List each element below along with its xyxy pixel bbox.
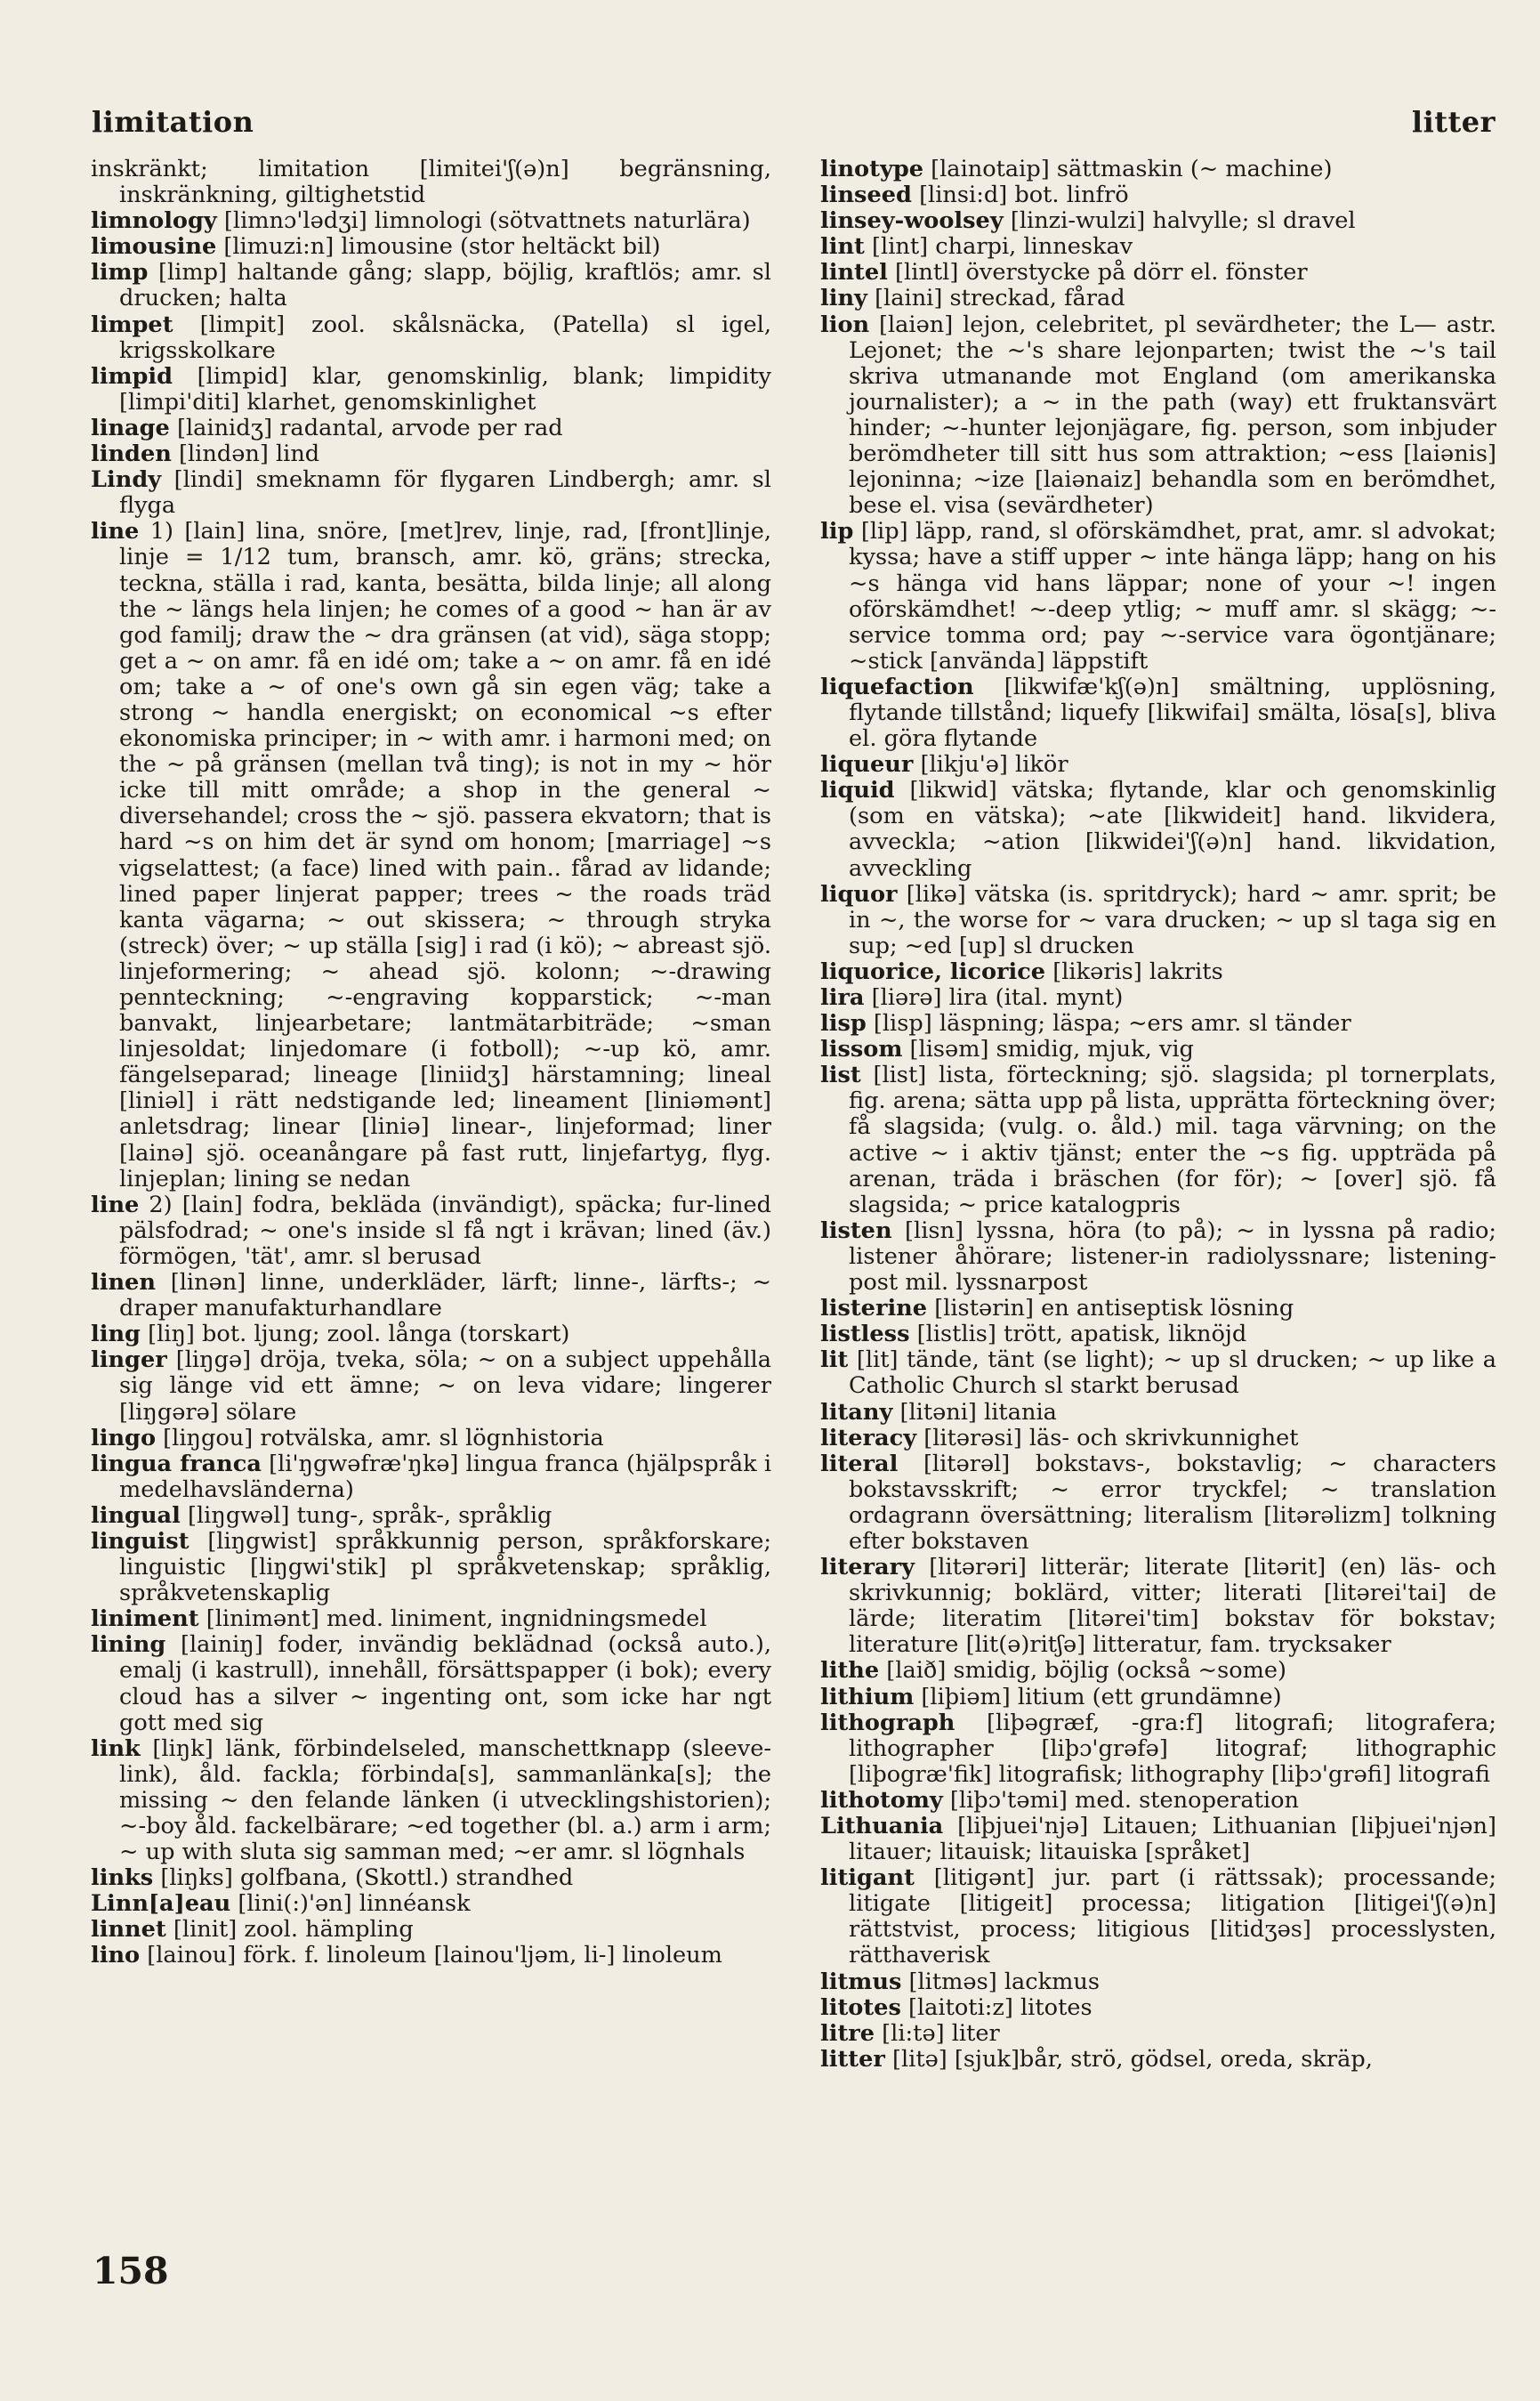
- dictionary-entry: [820, 778, 1496, 881]
- entry-headword: literal: [820, 1450, 899, 1477]
- dictionary-entry: [820, 519, 1496, 675]
- entry-headword: linden: [91, 441, 172, 468]
- entry-definition: [liŋks] golfbana, (Skottl.) strandhed: [153, 1864, 574, 1892]
- entry-headword: Lithuania: [820, 1813, 944, 1839]
- entry-definition: [litə] [sjuk]bår, strö, gödsel, oreda, skräp,: [884, 2045, 1373, 2073]
- dictionary-entry: [820, 1218, 1496, 1296]
- dictionary-entry: [91, 260, 771, 311]
- entry-headword: lint: [820, 233, 865, 261]
- entry-headword: lithograph: [820, 1709, 955, 1736]
- entry-headword: lion: [820, 311, 870, 338]
- dictionary-entry: [820, 959, 1496, 985]
- entry-definition: [liþiəm] litium (ett grundämne): [914, 1683, 1282, 1710]
- entry-definition: [likju'ə] likör: [913, 751, 1068, 779]
- entry-definition: [limpid] klar, genomskinlig, blank; limpidity [limpi'diti] klarhet, genomskinlighet: [119, 362, 771, 416]
- dictionary-entry: [91, 1529, 771, 1606]
- dictionary-entry: [91, 157, 771, 208]
- entry-headword: literacy: [820, 1424, 917, 1451]
- dictionary-entry: [91, 1632, 771, 1735]
- entry-headword: link: [91, 1734, 141, 1762]
- entry-headword: linnet: [91, 1916, 166, 1944]
- entry-definition: [linzi-wulzi] halvylle; sl dravel: [1003, 207, 1356, 235]
- entry-definition: [limnɔ'lədʒi] limnologi (sötvattnets naturlära): [216, 207, 751, 235]
- entry-headword: lining: [91, 1631, 166, 1659]
- entry-headword: line: [91, 518, 140, 546]
- entry-headword: lingo: [91, 1424, 157, 1451]
- entry-definition: [lindi] smeknamn för flygaren Lindbergh; amr. sl flyga: [119, 466, 771, 520]
- dictionary-entry: [91, 467, 771, 519]
- entry-definition: [lisn] lyssna, höra (to på); ~ in lyssna på radio; listener åhörare; listener-in radiolyssnare; listening-post mil. lyssnarpost: [849, 1217, 1496, 1297]
- dictionary-entry: [820, 1347, 1496, 1399]
- entry-headword: litre: [820, 2019, 875, 2047]
- dictionary-entry: [820, 157, 1496, 182]
- dictionary-entry: [820, 1788, 1496, 1814]
- entry-headword: lit: [820, 1346, 849, 1374]
- entry-headword: list: [820, 1062, 861, 1089]
- entry-definition: [liŋgwəl] tung-, språk-, språklig: [180, 1501, 552, 1529]
- entry-headword: linsey-woolsey: [820, 207, 1004, 235]
- entry-headword: lisp: [820, 1010, 867, 1038]
- entry-definition: [li:tə] liter: [875, 2019, 1000, 2047]
- dictionary-entry: [91, 1891, 771, 1917]
- dictionary-entry: [820, 1400, 1496, 1426]
- entry-definition: [litigənt] jur. part (i rättssak); processande; litigate [litigeit] processa; litigation [litigei'ʃ(ə)n] rättstvist, process; litigious [litidʒəs] processlysten, rätthaverisk: [849, 1864, 1496, 1969]
- dictionary-entry: [91, 416, 771, 441]
- dictionary-entry: [820, 1426, 1496, 1451]
- entry-definition: [lini(:)'ən] linnéansk: [230, 1890, 471, 1918]
- dictionary-entry: [820, 312, 1496, 520]
- entry-headword: lithe: [820, 1657, 880, 1685]
- entry-definition: [lainiŋ] foder, invändig beklädnad (också auto.), emalj (i kastrull), innehåll, försättspapper (i bok); every cloud has a silver ~ ingenting ont, som icke har ngt gott med sig: [119, 1631, 771, 1736]
- dictionary-entry: [91, 312, 771, 364]
- dictionary-entry: [820, 1555, 1496, 1658]
- entry-headword: linotype: [820, 156, 923, 182]
- entry-definition: [lainotaip] sättmaskin (~ machine): [923, 156, 1333, 182]
- entry-definition: 2) [lain] fodra, beklädа (invändigt), späcka; fur-lined pälsfodrad; ~ one's inside sl få ngt i krävan; lined (äv.) förmögen, 'tät', amr. sl berusad: [119, 1191, 771, 1270]
- entry-definition: [lisəm] smidig, mjuk, vig: [902, 1036, 1194, 1063]
- entry-definition: [liŋgwist] språkkunnig person, språkforskare; linguistic [liŋgwi'stik] pl språkvetenskap; språklig, språkvetenskaplig: [119, 1527, 771, 1607]
- dictionary-entry: [820, 1710, 1496, 1788]
- entry-definition: [liərə] lira (ital. mynt): [864, 984, 1124, 1011]
- dictionary-entry: [91, 1865, 771, 1891]
- entry-headword: listerine: [820, 1295, 928, 1322]
- entry-headword: lingua franca: [91, 1450, 262, 1477]
- dictionary-entry: [91, 1736, 771, 1865]
- entry-headword: ling: [91, 1321, 141, 1348]
- entry-definition: [liŋgə] dröja, tveka, söla; ~ on a subject uppehålla sig länge vid ett ämne; ~ on leva vidare; lingerer [liŋgərə] sölare: [119, 1346, 771, 1426]
- entry-headword: litmus: [820, 1968, 902, 1995]
- dictionary-entry: [820, 882, 1496, 959]
- dictionary-entry: [820, 752, 1496, 778]
- dictionary-entry: [91, 208, 771, 234]
- entry-definition: [laið] smidig, böjlig (också ~some): [879, 1657, 1287, 1685]
- entry-definition: [litməs] lackmus: [901, 1968, 1100, 1995]
- entry-headword: limnology: [91, 207, 217, 235]
- entry-headword: limousine: [91, 233, 217, 261]
- entry-definition: [linən] linne, underkläder, lärft; linne-, lärfts-; ~ draper manufakturhandlare: [119, 1269, 771, 1322]
- dictionary-entry: [820, 234, 1496, 260]
- dictionary-entry: [820, 1865, 1496, 1968]
- entry-headword: liny: [820, 285, 867, 312]
- entry-definition: [lindən] lind: [171, 441, 320, 468]
- entry-definition: [list] lista, förteckning; sjö. slagsida; pl tornerplats, fig. arena; sätta upp på lista, upprätta förteckning över; få slagsida; (vulg. o. åld.) mil. taga värvning; on the active ~ i aktiv tjänst; enter the ~s fig. uppträda på arenan, träda i bräschen (for för); ~ [over] sjö. få slagsida; ~ price katalogpris: [849, 1062, 1496, 1218]
- dictionary-entry: [91, 1917, 771, 1943]
- dictionary-entry: [820, 2047, 1496, 2073]
- guide-word-right: litter: [1411, 105, 1496, 139]
- entry-headword: linguist: [91, 1527, 189, 1555]
- entry-headword: lira: [820, 984, 865, 1011]
- entry-definition: [lainidʒ] radantal, arvode per rad: [169, 414, 563, 441]
- entry-definition: [lip] läpp, rand, sl oförskämdhet, prat, amr. sl advokat; kyssa; have a stiff upper ~ inte hänga läpp; hang on his ~s hänga vid hans läppar; none of your ~! ingen oförskämdhet! ~-deep ytlig; ~ muff amr. sl skägg; ~-service tomma ord; pay ~-service vara ögontjänare; ~stick [använda] läppstift: [849, 518, 1496, 675]
- left-column: [91, 157, 771, 1969]
- entry-definition: [listərin] en antiseptisk lösning: [927, 1295, 1294, 1322]
- entry-definition: [litərəsi] läs- och skrivkunnighet: [916, 1424, 1299, 1451]
- entry-headword: listen: [820, 1217, 892, 1244]
- entry-headword: liquid: [820, 777, 895, 804]
- entry-definition: [lit] tände, tänt (se light); ~ up sl drucken; ~ up like a Catholic Church sl starkt berusad: [848, 1346, 1496, 1400]
- entry-definition: [li'ŋgwəfræ'ŋkə] lingua franca (hjälpspråk i medelhavsländerna): [119, 1450, 772, 1503]
- entry-headword: linage: [91, 414, 170, 441]
- dictionary-entry: [91, 1503, 771, 1529]
- entry-definition: [likwifæ'kʃ(ə)n] smältning, upplösning, flytande tillstånd; liquefy [likwifai] smälta, lösa[s], bliva el. göra flytande: [849, 673, 1496, 753]
- entry-definition: [liþɔ'təmi] med. stenoperation: [942, 1786, 1299, 1814]
- dictionary-entry: [820, 1296, 1496, 1322]
- entry-definition: [likə] vätska (is. spritdryck); hard ~ amr. sprit; be in ~, the worse for ~ vara drucken; ~ up sl taga sig en sup; ~ed [up] sl drucken: [849, 880, 1496, 959]
- entry-definition: [liŋgou] rotvälska, amr. sl lögnhistoria: [156, 1424, 604, 1451]
- dictionary-entry: [820, 1995, 1496, 2021]
- dictionary-entry: [91, 441, 771, 467]
- entry-headword: lip: [820, 518, 854, 546]
- entry-definition: [listlis] trött, apatisk, liknöjd: [909, 1321, 1247, 1348]
- dictionary-entry: [91, 1192, 771, 1270]
- entry-definition: [linsi:d] bot. linfrö: [911, 182, 1129, 209]
- entry-definition: 1) [lain] lina, snöre, [met]rev, linje, rad, [front]linje, linje = 1/12 tum, bransch, amr. kö, gräns; strecka, teckna, ställa i rad, kanta, besätta, bilda linje; all along the ~ längs hela linjen; he comes of a good ~ han är av god familj; draw the ~ dra gränsen (at vid), säga stopp; get a ~ on amr. få en idé om; take a ~ on amr. få en idé om; take a ~ of one's own gå sin egen väg; take a strong ~ handla energiskt; on economical ~s efter ekonomiska principer; in ~ with amr. i harmoni med; on the ~ på gränsen (mellan två ting); is not in my ~ hör icke till mitt område; a shop in the general ~ diversehandel; cross the ~ sjö. passera ekvatorn; that is hard ~s on him det är synd om honom; [marriage] ~s vigselattest; (a face) lined with pain.. fårad av lidande; lined paper linjerat papper; trees ~ the roads träd kanta vägarna; ~ out skissera; ~ through stryka (streck) över; ~ up ställa [sig] i rad (i kö); ~ abreast sjö. linjeformering; ~ ahead sjö. kolonn; ~-drawing pennteckning; ~-engraving kopparstick; ~-man banvakt, linjearbetare; lantmätarbiträde; ~sman linjesoldat; linjedomare (i fotboll); ~-up kö, amr. fängelseparad; lineage [liniidʒ] härstamning; lineal [liniəl] i rätt nedstigande led; lineament [liniəmənt] anletsdrag; linear [liniə] linear-, linjeformad; liner [lainə] sjö. oceanångare på fast rutt, linjefartyg, flyg. linjeplan; lining se nedan: [119, 518, 771, 1192]
- dictionary-entry: [820, 1322, 1496, 1347]
- entry-definition: [limp] haltande gång; slapp, böjlig, kraftlös; amr. sl drucken; halta: [119, 259, 771, 312]
- entry-definition: [lintl] överstycke på dörr el. fönster: [887, 259, 1308, 287]
- entry-headword: lino: [91, 1942, 141, 1969]
- entry-headword: lithotomy: [820, 1786, 943, 1814]
- dictionary-entry: [91, 1426, 771, 1451]
- entry-headword: liniment: [91, 1605, 199, 1633]
- entry-definition: [likəris] lakrits: [1045, 958, 1223, 985]
- entry-definition: [liŋ] bot. ljung; zool. långa (torskart): [140, 1321, 570, 1348]
- entry-definition: [lint] charpi, linneskav: [864, 233, 1133, 261]
- entry-definition: [linit] zool. hämpling: [165, 1916, 414, 1944]
- entry-definition: [laiən] lejon, celebritet, pl sevärdheter; the L— astr. Lejonet; the ~'s share lejonparten; twist the ~'s tail skriva utmanande mot England (om amerikanska journalister); a ~ in the path (way) ett fruktansvärt hinder; ~-hunter lejonjägare, fig. person, som inbjuder berömdheter till sitt hus som attraktion; ~ess [laiənis] lejoninna; ~ize [laiənaiz] behandla som en berömdhet, bese el. visa (sevärdheter): [849, 311, 1496, 520]
- entry-headword: linen: [91, 1269, 156, 1297]
- entry-headword: linseed: [820, 182, 912, 209]
- entry-headword: litany: [820, 1398, 893, 1426]
- page-number: 158: [93, 2250, 169, 2292]
- entry-definition: inskränkt; limitation [limitei'ʃ(ə)n] begränsning, inskränkning, giltighetstid: [91, 156, 771, 209]
- dictionary-entry: [820, 260, 1496, 286]
- entry-definition: [liþəgræf, -gra:f] litografi; litografera; lithographer [liþɔ'grəfə] litograf; lithographic [liþogræ'fik] litografisk; lithography [liþɔ'grəfi] litografi: [849, 1709, 1496, 1788]
- entry-definition: [liŋk] länk, förbindelseled, manschettknapp (sleeve-link), åld. fackla; förbinda[s], sammanlänka[s]; the missing ~ den felande länken (i utvecklingshistorien); ~-boy åld. fackelbärare; ~ed together (bl. a.) arm i arm; ~ up with sluta sig samman med; ~er amr. sl lögnhals: [119, 1734, 771, 1866]
- entry-headword: Linn[a]eau: [91, 1890, 231, 1918]
- entry-headword: liqueur: [820, 751, 914, 779]
- dictionary-entry: [820, 1814, 1496, 1865]
- dictionary-entry: [91, 364, 771, 416]
- entry-headword: Lindy: [91, 466, 162, 494]
- entry-headword: linger: [91, 1346, 167, 1374]
- entry-headword: links: [91, 1864, 154, 1892]
- dictionary-entry: [820, 1063, 1496, 1218]
- entry-definition: [laitoti:z] litotes: [900, 1993, 1093, 2021]
- dictionary-entry: [820, 286, 1496, 311]
- entry-definition: [laini] streckad, fårad: [867, 285, 1125, 312]
- entry-headword: litigant: [820, 1864, 915, 1892]
- dictionary-entry: [91, 1451, 771, 1503]
- entry-definition: [limpit] zool. skålsnäcka, (Patella) sl igel, krigsskolkare: [119, 311, 771, 364]
- dictionary-entry: [820, 985, 1496, 1011]
- entry-headword: litter: [820, 2045, 885, 2073]
- dictionary-entry: [820, 2021, 1496, 2047]
- dictionary-entry: [820, 1011, 1496, 1037]
- guide-word-left: limitation: [92, 105, 254, 139]
- entry-headword: lissom: [820, 1036, 903, 1063]
- entry-definition: [liþjuei'njə] Litauen; Lithuanian [liþjuei'njən] litauer; litauisk; litauiska [språket]: [849, 1813, 1496, 1866]
- entry-headword: lingual: [91, 1501, 181, 1529]
- dictionary-entry: [820, 1451, 1496, 1555]
- entry-headword: listless: [820, 1321, 910, 1348]
- dictionary-entry: [91, 234, 771, 260]
- dictionary-entry: [820, 1685, 1496, 1710]
- dictionary-entry: [820, 1969, 1496, 1995]
- entry-definition: [lainou] förk. f. linoleum [lainou'ljəm, li-] linoleum: [140, 1942, 722, 1969]
- entry-definition: [lisp] läspning; läspa; ~ers amr. sl tänder: [866, 1010, 1351, 1038]
- entry-definition: [linimənt] med. liniment, ingnidningsmedel: [198, 1605, 707, 1633]
- dictionary-entry: [91, 519, 771, 1192]
- entry-headword: liquorice, licorice: [820, 958, 1046, 985]
- entry-definition: [likwid] vätska; flytande, klar och genomskinlig (som en vätska); ~ate [likwideit] hand. likvidera, avveckla; ~ation [likwidei'ʃ(ə)n] hand. likvidation, avveckling: [849, 777, 1496, 882]
- entry-definition: [limuzi:n] limousine (stor heltäckt bil): [216, 233, 661, 261]
- dictionary-entry: [91, 1322, 771, 1347]
- dictionary-entry: [820, 1037, 1496, 1063]
- entry-headword: line: [91, 1191, 140, 1218]
- dictionary-entry: [820, 675, 1496, 752]
- entry-headword: lithium: [820, 1683, 915, 1710]
- entry-headword: lintel: [820, 259, 888, 287]
- entry-headword: limp: [91, 259, 149, 287]
- entry-headword: limpid: [91, 362, 173, 390]
- entry-headword: limpet: [91, 311, 173, 338]
- right-column: [820, 157, 1496, 2073]
- entry-definition: [litərəl] bokstavs-, bokstavlig; ~ characters bokstavsskrift; ~ error tryckfel; ~ translation ordagrann översättning; literalism [litərəlizm] tolkning efter bokstaven: [849, 1450, 1496, 1555]
- entry-headword: liquor: [820, 880, 898, 908]
- dictionary-entry: [91, 1347, 771, 1425]
- entry-headword: litotes: [820, 1993, 901, 2021]
- entry-headword: liquefaction: [820, 673, 974, 700]
- dictionary-entry: [91, 1943, 771, 1968]
- dictionary-entry: [820, 1658, 1496, 1684]
- entry-definition: [litərəri] litterär; literate [litərit] (en) läs- och skrivkunnig; boklärd, vitter; literati [litərei'tai] de lärde; literatim [litərei'tim] bokstav för bokstav; literature [lit(ə)ritʃə] litteratur, fam. trycksaker: [849, 1554, 1496, 1659]
- dictionary-entry: [91, 1606, 771, 1632]
- entry-definition: [litəni] litania: [892, 1398, 1057, 1426]
- dictionary-entry: [91, 1270, 771, 1322]
- entry-headword: literary: [820, 1554, 915, 1581]
- dictionary-entry: [820, 182, 1496, 208]
- dictionary-entry: [820, 208, 1496, 234]
